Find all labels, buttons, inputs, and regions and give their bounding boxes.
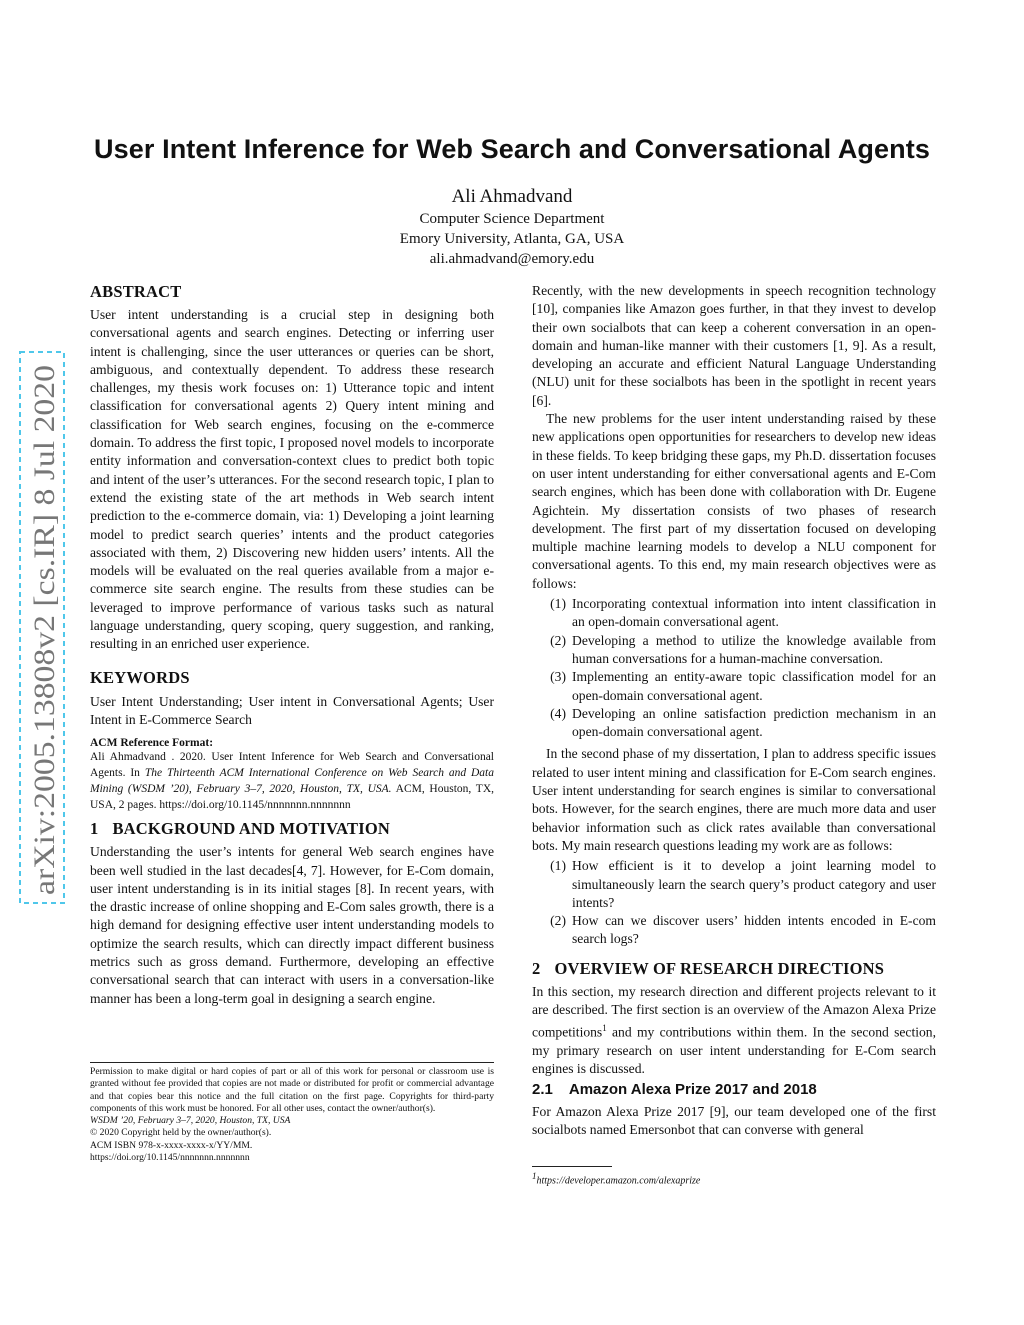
section-1-heading bbox=[90, 819, 494, 839]
list-text: Incorporating contextual information into intent classification in an open-domain conversational agent. bbox=[572, 596, 936, 630]
list-text: Implementing an entity-aware topic classification model for an open-domain conversational agent. bbox=[572, 669, 936, 703]
author-email: ali.ahmadvand@emory.edu bbox=[429, 251, 595, 267]
arxiv-stamp bbox=[12, 350, 72, 905]
abstract-heading: ABSTRACT bbox=[90, 282, 182, 301]
list-number: (1) bbox=[550, 858, 566, 874]
right-column bbox=[532, 282, 936, 1139]
keywords-text: User Intent Understanding; User intent in Conversational Agents; User Intent in E-Commerce Search bbox=[90, 693, 494, 727]
permission-venue: WSDM ’20, February 3–7, 2020, Houston, TX, USA bbox=[90, 1115, 291, 1127]
footnote-url[interactable]: https://developer.amazon.com/alexaprize bbox=[536, 1175, 701, 1187]
section-2-title: OVERVIEW OF RESEARCH DIRECTIONS bbox=[554, 958, 885, 978]
list-number: (3) bbox=[550, 669, 566, 685]
author-name: Ali Ahmadvand bbox=[451, 186, 573, 207]
keywords-heading: KEYWORDS bbox=[90, 667, 190, 687]
acm-ref-heading: ACM Reference Format: bbox=[90, 737, 214, 750]
footnote-rule bbox=[532, 1166, 612, 1167]
section-1-paragraph-4: In the second phase of my dissertation, I plan to address specific issues related to user intent mining and classification for E-Com search engines. User intent understanding for search engines is similar to conversational bots. However, for the search engines, there are much more data and user behavior information such as click rates available than conversational bots. My main research questions leading my work are as follows: bbox=[532, 746, 936, 853]
subsection-2-1-paragraph: For Amazon Alexa Prize 2017 [9], our team developed one of the first socialbots named Emersonbot that can converse with general bbox=[532, 1103, 936, 1137]
section-1-title: BACKGROUND AND MOTIVATION bbox=[112, 819, 391, 839]
objectives-list bbox=[532, 595, 936, 741]
list-text: How can we discover users’ hidden intents encoded in E-com search logs? bbox=[572, 913, 936, 947]
subsection-2-1-number: 2.1 bbox=[532, 1080, 553, 1098]
section-2-number: 2 bbox=[532, 958, 541, 978]
permission-copyright: © 2020 Copyright held by the owner/author(s). bbox=[90, 1127, 272, 1139]
permission-isbn: ACM ISBN 978-x-xxxx-xxxx-x/YY/MM. bbox=[90, 1139, 253, 1151]
author-block bbox=[0, 185, 1024, 269]
list-item bbox=[532, 668, 936, 705]
section-1-number: 1 bbox=[90, 819, 99, 839]
left-column bbox=[90, 282, 494, 1008]
list-number: (2) bbox=[550, 913, 566, 929]
subsection-2-1-title: Amazon Alexa Prize 2017 and 2018 bbox=[568, 1080, 817, 1098]
list-item bbox=[532, 595, 936, 632]
section-2-heading bbox=[532, 959, 936, 979]
acm-ref-prefix: Ali Ahmadvand . 2020. User Intent Inference for Web Search and Conversational Agents. In bbox=[90, 751, 494, 780]
permission-doi: https://doi.org/10.1145/nnnnnnn.nnnnnnn bbox=[90, 1152, 250, 1164]
list-text: Developing a method to utilize the knowledge available from human conversations for a human-machine conversation. bbox=[572, 632, 936, 666]
abstract-text: User intent understanding is a crucial step in designing both conversational agents and search engines. Detecting or inferring user intent is challenging, since the user utterances or queries can be short, ambiguous, and contextually dependent. To address these research challenges, my thesis work focuses on: 1) Utterance topic and intent classification for conversational agents 2) Query intent mining and classification for Web search engines, focusing on the e-commerce domain. To address the first topic, I proposed novel models to incorporate entity information and conversation-context clues to predict both topic and intent of the user’s utterances. For the second research topic, I plan to extend the existing state of the art methods in Web search intent prediction to the e-commerce domain, via: 1) Developing a joint learning model to predict search queries’ intents and the product categories associated with them, 2) Discovering new hidden users’ intents. All the models will be evaluated on the real queries available from a major e-commerce site search engine. The results from these studies can be leveraged to improve performance of various tasks such as natural language understanding, query scoping, query suggestion, and ranking, resulting in an enriched user experience. bbox=[90, 307, 494, 652]
section-1-paragraph-3: The new problems for the user intent understanding raised by these new applications open opportunities for researchers to develop new ideas in these fields. To keep bridging these gaps, my Ph.D. dissertation focuses on user intent understanding for either conversational agents and E-Com search engines, which has been done with collaboration with Dr. Eugene Agichtein. My dissertation consists of two phases of research development. The first part of my dissertation focused on developing multiple machine learning models to develop a NLU component for conversational agents. To this end, my main research objectives were as follows: bbox=[532, 411, 936, 591]
author-affiliation: Emory University, Atlanta, GA, USA bbox=[399, 231, 625, 247]
list-text: Developing an online satisfaction prediction mechanism in an open-domain conversational agent. bbox=[572, 705, 936, 740]
acm-ref-suffix: ACM, Houston, TX, USA, 2 pages. https://doi.org/10.1145/nnnnnnn.nnnnnnn bbox=[90, 783, 494, 812]
list-text: How efficient is it to develop a joint learning model to simultaneously learn the search query’s product category and user intents? bbox=[572, 858, 936, 910]
author-dept: Computer Science Department bbox=[419, 211, 605, 227]
list-item bbox=[532, 705, 936, 742]
footnote-marker: 1 bbox=[602, 1023, 607, 1034]
paper-title: User Intent Inference for Web Search and Conversational Agents bbox=[94, 134, 930, 164]
acm-ref-venue: The Thirteenth ACM International Conference on Web Search and Data Mining (WSDM ’20), February 3–7, 2020, Houston, TX, USA. bbox=[90, 767, 494, 796]
permission-block bbox=[90, 1062, 494, 1164]
section-1-paragraph-1: Understanding the user’s intents for general Web search engines have been well studied in the last decades[4, 7]. However, for E-Com domain, user intent understanding is in its initial stages [8]. In recent years, with the drastic increase of online shopping and E-Com sales growth, there is a high demand for designing effective user intent understanding models to optimize the search results, which can directly impact different business metrics such as gross demand. Furthermore, developing an effective conversational search that can interact with users in a conversation-like manner has been a long-term goal in designing a search engine. bbox=[90, 844, 494, 1006]
permission-text: Permission to make digital or hard copies of part or all of this work for personal or classroom use is granted without fee provided that copies are not made or distributed for profit or commercial advantage and that copies bear this notice and the full citation on the first page. Copyrights for third-party components of this work must be honored. For all other uses, contact the owner/author(s). bbox=[90, 1066, 494, 1114]
section-2-paragraph-1 bbox=[532, 983, 936, 1079]
list-number: (4) bbox=[550, 705, 566, 721]
list-number: (1) bbox=[550, 596, 566, 612]
subsection-2-1-heading bbox=[532, 1081, 936, 1098]
list-number: (2) bbox=[550, 632, 566, 648]
footnote bbox=[532, 1166, 936, 1186]
acm-ref bbox=[90, 749, 494, 813]
questions-list bbox=[532, 857, 936, 948]
list-item bbox=[532, 632, 936, 669]
arxiv-id: arXiv:2005.13808v2 [cs.IR] 8 Jul 2020 bbox=[28, 423, 61, 895]
section-2-paragraph-1b: and my contributions within them. In the second section, my primary research on user intent understanding for E-Com search engines is discussed. bbox=[532, 1024, 936, 1077]
list-item bbox=[532, 857, 936, 912]
footnote-mark: 1 bbox=[532, 1171, 537, 1181]
section-2-paragraph-1a: In this section, my research direction and different projects relevant to it are described. The first section is an overview of the Amazon Alexa Prize competitions bbox=[532, 983, 936, 1040]
list-item bbox=[532, 912, 936, 949]
section-1-paragraph-2: Recently, with the new developments in speech recognition technology [10], companies like Amazon goes further, in that they invest to develop their own socialbots that can keep a coherent conversation in an open-domain and human-like manner with their customers [1, 9]. As a result, developing an accurate and efficient Natural Language Understanding (NLU) unit for these socialbots has been in the spotlight in recent years [6]. bbox=[532, 283, 936, 408]
footnote-text bbox=[532, 1171, 936, 1186]
